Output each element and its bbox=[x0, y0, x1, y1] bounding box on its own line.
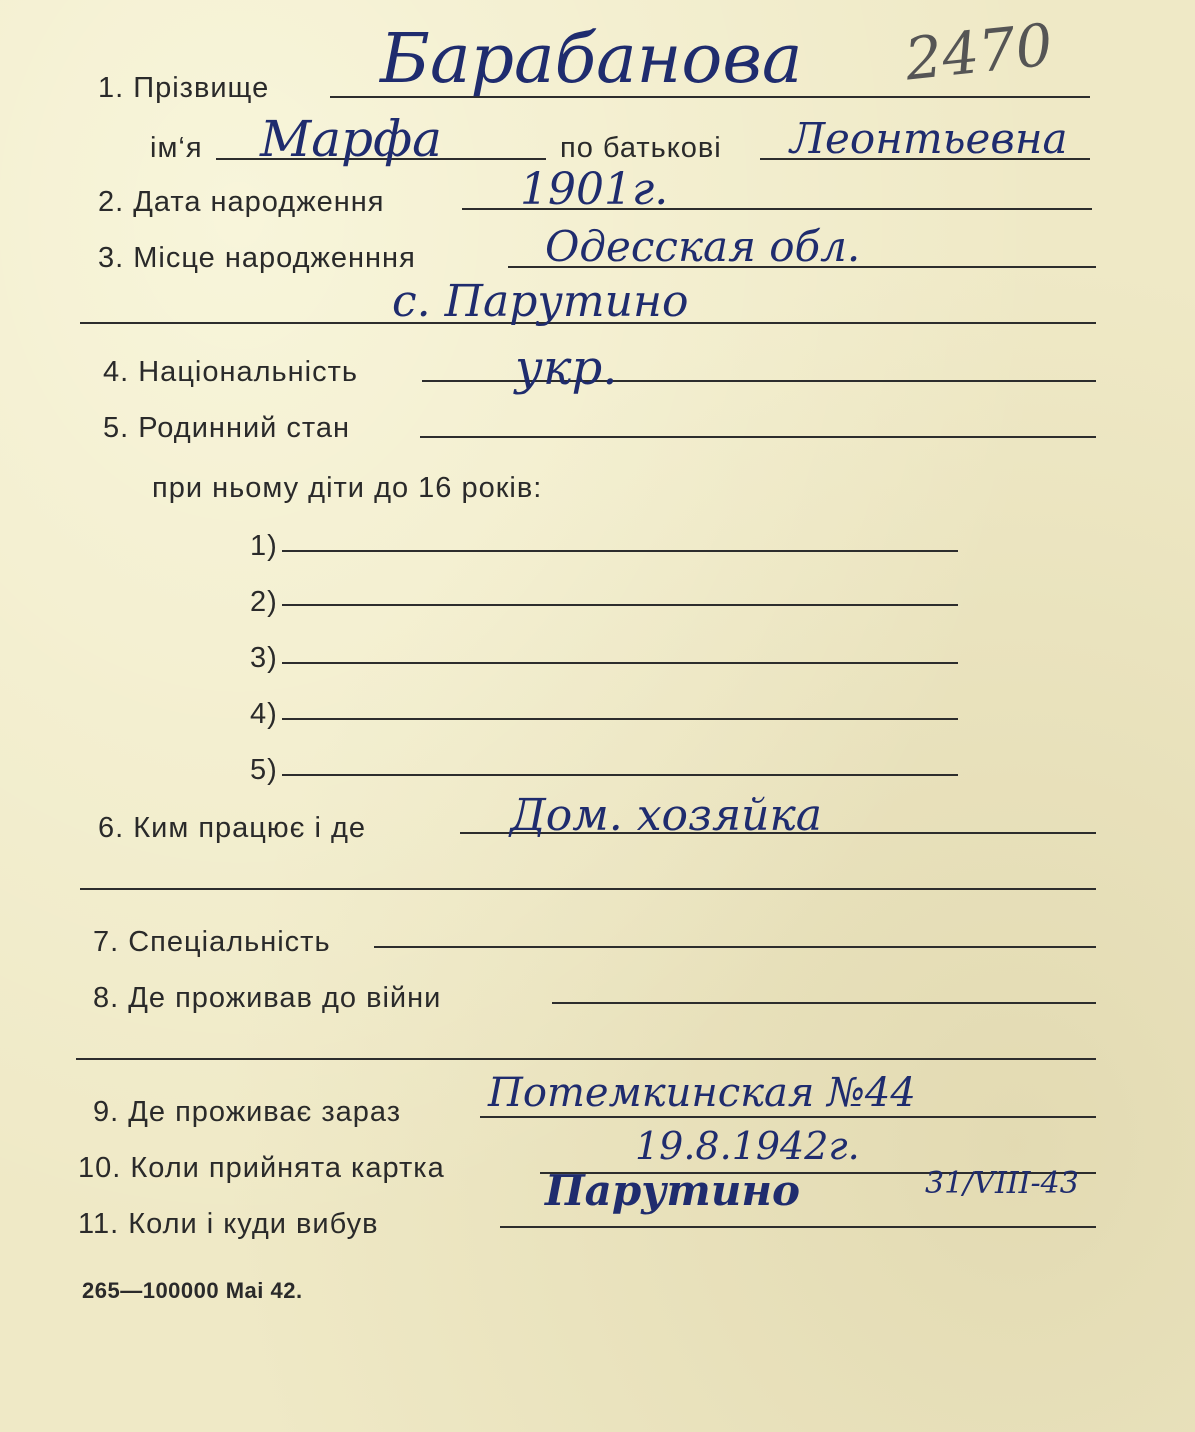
departure-line bbox=[500, 1226, 1096, 1228]
name-value: Марфа bbox=[260, 110, 442, 168]
birthplace-value-2: с. Парутино bbox=[392, 276, 689, 327]
departure-date-value: 31/VIII-43 bbox=[925, 1166, 1079, 1201]
birth-date-value: 1901г. bbox=[520, 164, 669, 215]
marital-status-line bbox=[420, 436, 1096, 438]
current-residence-value: Потемкинская №44 bbox=[488, 1070, 916, 1116]
card-accepted-value: 19.8.1942г. bbox=[635, 1124, 860, 1168]
specialty-line bbox=[374, 946, 1096, 948]
name-label: ім‘я bbox=[150, 132, 203, 164]
prewar-residence-line-2 bbox=[76, 1058, 1096, 1060]
child-2-label: 2) bbox=[250, 586, 278, 618]
child-1-label: 1) bbox=[250, 530, 278, 562]
card-accepted-label: 10. Коли прийнята картка bbox=[78, 1152, 445, 1184]
child-5-line bbox=[282, 774, 958, 776]
current-residence-label: 9. Де проживає зараз bbox=[93, 1096, 402, 1128]
nationality-label: 4. Національність bbox=[103, 356, 359, 388]
current-residence-line bbox=[480, 1116, 1096, 1118]
surname-value: Барабанова bbox=[380, 20, 803, 99]
nationality-value: укр. bbox=[515, 340, 618, 396]
surname-label: 1. Прізвище bbox=[98, 72, 270, 104]
prewar-residence-label: 8. Де проживав до війни bbox=[93, 982, 442, 1014]
prewar-residence-line-1 bbox=[552, 1002, 1096, 1004]
print-code: 265—100000 Mai 42. bbox=[82, 1278, 303, 1303]
specialty-label: 7. Спеціальність bbox=[93, 926, 331, 958]
occupation-label: 6. Ким працює і де bbox=[98, 812, 367, 844]
child-1-line bbox=[282, 550, 958, 552]
child-3-line bbox=[282, 662, 958, 664]
child-3-label: 3) bbox=[250, 642, 278, 674]
occupation-value: Дом. хозяйка bbox=[510, 790, 822, 841]
archive-number: 2470 bbox=[901, 10, 1056, 94]
departure-place-value: Парутино bbox=[545, 1166, 800, 1215]
departure-label: 11. Коли і куди вибув bbox=[78, 1208, 379, 1240]
birth-date-label: 2. Дата народження bbox=[98, 186, 385, 218]
patronymic-label: по батькові bbox=[560, 132, 722, 164]
children-label: при ньому діти до 16 років: bbox=[152, 472, 543, 504]
marital-status-label: 5. Родинний стан bbox=[103, 412, 351, 444]
child-4-label: 4) bbox=[250, 698, 278, 730]
child-5-label: 5) bbox=[250, 754, 278, 786]
birthplace-label: 3. Місце народженння bbox=[98, 242, 416, 274]
child-2-line bbox=[282, 604, 958, 606]
birthplace-value-1: Одесская обл. bbox=[545, 222, 861, 271]
occupation-line-2 bbox=[80, 888, 1096, 890]
patronymic-value: Леонтьевна bbox=[790, 114, 1068, 163]
child-4-line bbox=[282, 718, 958, 720]
